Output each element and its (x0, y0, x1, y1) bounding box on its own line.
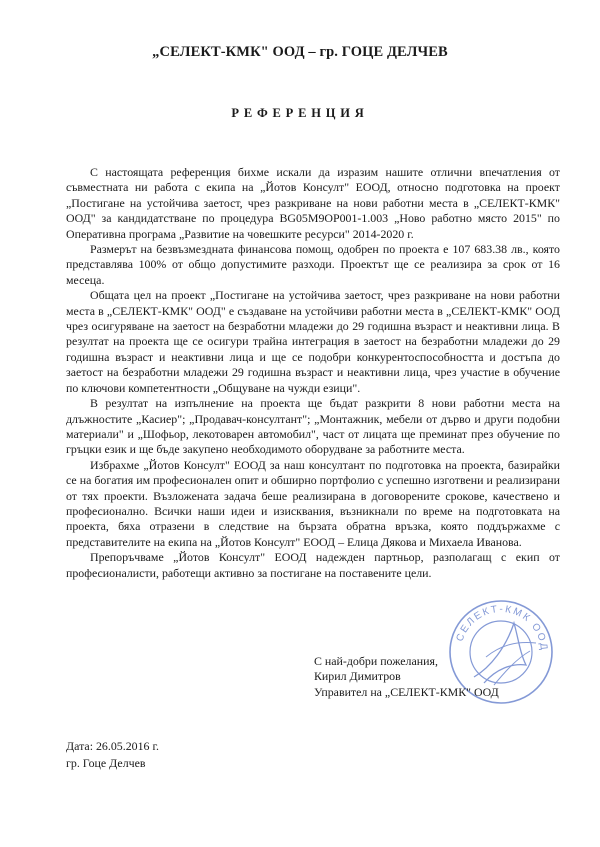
svg-text:СЕЛЕКТ-КМК ООД (455, 604, 550, 652)
company-header: „СЕЛЕКТ-КМК" ООД – гр. ГОЦЕ ДЕЛЧЕВ (152, 44, 448, 60)
paragraph-results: В резултат на изпълнение на проекта ще бъдат разкрити 8 нови работни места на длъжностите „Касиер"; „Продавач-консултант"; „Монтажник, мебели от дърво и други подобни материали" и „Шофьор, лекотоварен автомобил", част от лицата ще преминат през обучение по гръцки език и ще бъде закупено необходимото оборудване за работните места. (66, 396, 560, 457)
place-line: гр. Гоце Делчев (66, 756, 146, 770)
paragraph-recommendation: Препоръчваме „Йотов Консулт" ЕООД надежден партньор, разполагащ с екип от професионалисти, работещи активно за постигане на поставените цели. (66, 550, 560, 580)
letter-footer (66, 738, 159, 772)
signatory-position: Управител на „СЕЛЕКТ-КМК" ООД (314, 684, 499, 699)
paragraph-goal: Общата цел на проект „Постигане на устойчива заетост, чрез разкриване на нови работни места в „СЕЛЕКТ-КМК" ООД" е създаване на устойчиви работни места в „СЕЛЕКТ-КМК" ООД чрез осигуряване на заетост на безработни младежи до 29 годишна възраст и неактивни лица. В резултат на проекта ще се осигури трайна интеграция в заетост на безработни младежи до 29 годишна възраст и неактивни лица и ще се подобри конкурентоспособността и достъпа до заетост на безработни младежи 29 годишна възраст и неактивни лица, чрез участие в обучение по ключови компетентности „Общуване на чужди езици". (66, 288, 560, 395)
date-line: Дата: 26.05.2016 г. (66, 739, 159, 753)
letter-body (66, 165, 560, 581)
closing-line: С най-добри пожелания, (314, 654, 438, 668)
signatory-name: Кирил Димитров (314, 669, 401, 684)
document-title: РЕФЕРЕНЦИЯ (231, 106, 369, 120)
signature-block (314, 654, 574, 700)
paragraph-consultant: Избрахме „Йотов Консулт" ЕООД за наш консултант по подготовка на проекта, базирайки се на богатия им професионален опит и обширно портфолио с успешно изготвени и реализирани от тях проекти. Възложената задача беше реализирана в договорените срокове, качествено и професионално. Всички наши идеи и изисквания, възникнали по време на подготовката на проекта, бяха отразени в следствие на бързата обратна връзка, която поддържахме с представителите на екипа на „Йотов Консулт" ЕООД – Елица Дякова и Михаела Иванова. (66, 457, 560, 549)
paragraph-funding: Размерът на безвъзмездната финансова помощ, одобрен по проекта е 107 683.38 лв., която представлява 100% от общо допустимите разходи. Проектът ще се реализира за срок от 16 месеца. (66, 242, 560, 287)
stamp-text: СЕЛЕКТ-КМК ООД (454, 603, 550, 653)
paragraph-intro: С настоящата референция бихме искали да изразим нашите отлични впечатления от съвместната ни работа с екипа на „Йотов Консулт" ЕООД, относно подготовка на проект „Постигане на устойчива заетост, чрез разкриване на нови работни места в „СЕЛЕКТ-КМК" ООД" за кандидатстване по процедура BG05M9OP001-1.003 „Ново работно място 2015" по Оперативна програма „Развитие на човешките ресурси" 2014-2020 г. (66, 165, 560, 241)
